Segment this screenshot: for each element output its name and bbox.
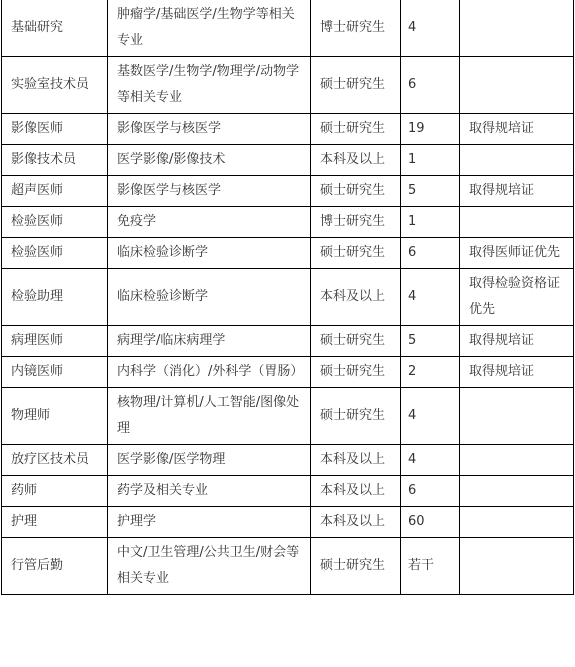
major-cell: 医学影像/医学物理 [108, 445, 311, 476]
note-cell [460, 538, 574, 595]
degree-cell: 硕士研究生 [311, 238, 401, 269]
degree-cell: 本科及以上 [311, 476, 401, 507]
degree-cell: 本科及以上 [311, 269, 401, 326]
degree-cell: 硕士研究生 [311, 388, 401, 445]
major-cell: 药学及相关专业 [108, 476, 311, 507]
table-row [2, 445, 574, 476]
recruitment-table [1, 0, 574, 595]
major-cell: 影像医学与核医学 [108, 114, 311, 145]
count-cell: 6 [401, 476, 460, 507]
note-cell: 取得检验资格证优先 [460, 269, 574, 326]
position-cell: 行管后勤 [2, 538, 108, 595]
position-cell: 检验医师 [2, 238, 108, 269]
position-cell: 药师 [2, 476, 108, 507]
major-cell: 基数医学/生物学/物理学/动物学等相关专业 [108, 57, 311, 114]
major-cell: 影像医学与核医学 [108, 176, 311, 207]
major-cell: 肿瘤学/基础医学/生物学等相关专业 [108, 0, 311, 57]
recruitment-table-body [2, 0, 574, 595]
table-row [2, 114, 574, 145]
note-cell: 取得规培证 [460, 176, 574, 207]
position-cell: 放疗区技术员 [2, 445, 108, 476]
major-cell: 核物理/计算机/人工智能/图像处理 [108, 388, 311, 445]
position-cell: 检验医师 [2, 207, 108, 238]
major-cell: 免疫学 [108, 207, 311, 238]
table-row [2, 176, 574, 207]
count-cell: 4 [401, 0, 460, 57]
major-cell: 临床检验诊断学 [108, 269, 311, 326]
note-cell: 取得医师证优先 [460, 238, 574, 269]
major-cell: 病理学/临床病理学 [108, 326, 311, 357]
count-cell: 19 [401, 114, 460, 145]
position-cell: 超声医师 [2, 176, 108, 207]
table-row [2, 207, 574, 238]
position-cell: 实验室技术员 [2, 57, 108, 114]
major-cell: 临床检验诊断学 [108, 238, 311, 269]
position-cell: 护理 [2, 507, 108, 538]
degree-cell: 本科及以上 [311, 507, 401, 538]
note-cell [460, 507, 574, 538]
position-cell: 检验助理 [2, 269, 108, 326]
major-cell: 中文/卫生管理/公共卫生/财会等相关专业 [108, 538, 311, 595]
degree-cell: 博士研究生 [311, 207, 401, 238]
table-row [2, 145, 574, 176]
degree-cell: 硕士研究生 [311, 114, 401, 145]
count-cell: 60 [401, 507, 460, 538]
note-cell [460, 445, 574, 476]
position-cell: 内镜医师 [2, 357, 108, 388]
note-cell [460, 476, 574, 507]
table-row [2, 538, 574, 595]
count-cell: 1 [401, 145, 460, 176]
degree-cell: 硕士研究生 [311, 357, 401, 388]
count-cell: 2 [401, 357, 460, 388]
note-cell [460, 0, 574, 57]
table-row [2, 357, 574, 388]
major-cell: 护理学 [108, 507, 311, 538]
count-cell: 4 [401, 388, 460, 445]
degree-cell: 硕士研究生 [311, 57, 401, 114]
position-cell: 物理师 [2, 388, 108, 445]
position-cell: 基础研究 [2, 0, 108, 57]
count-cell: 若干 [401, 538, 460, 595]
major-cell: 内科学（消化）/外科学（胃肠） [108, 357, 311, 388]
count-cell: 6 [401, 238, 460, 269]
count-cell: 1 [401, 207, 460, 238]
table-row [2, 388, 574, 445]
note-cell [460, 57, 574, 114]
count-cell: 4 [401, 445, 460, 476]
note-cell [460, 145, 574, 176]
table-row [2, 507, 574, 538]
note-cell: 取得规培证 [460, 114, 574, 145]
note-cell [460, 207, 574, 238]
table-row [2, 57, 574, 114]
note-cell: 取得规培证 [460, 357, 574, 388]
note-cell [460, 388, 574, 445]
table-row [2, 0, 574, 57]
degree-cell: 本科及以上 [311, 445, 401, 476]
count-cell: 5 [401, 326, 460, 357]
major-cell: 医学影像/影像技术 [108, 145, 311, 176]
degree-cell: 硕士研究生 [311, 326, 401, 357]
note-cell: 取得规培证 [460, 326, 574, 357]
table-row [2, 326, 574, 357]
degree-cell: 硕士研究生 [311, 538, 401, 595]
degree-cell: 博士研究生 [311, 0, 401, 57]
position-cell: 影像医师 [2, 114, 108, 145]
count-cell: 6 [401, 57, 460, 114]
table-row [2, 238, 574, 269]
degree-cell: 硕士研究生 [311, 176, 401, 207]
table-row [2, 476, 574, 507]
position-cell: 影像技术员 [2, 145, 108, 176]
degree-cell: 本科及以上 [311, 145, 401, 176]
count-cell: 4 [401, 269, 460, 326]
table-row [2, 269, 574, 326]
count-cell: 5 [401, 176, 460, 207]
position-cell: 病理医师 [2, 326, 108, 357]
